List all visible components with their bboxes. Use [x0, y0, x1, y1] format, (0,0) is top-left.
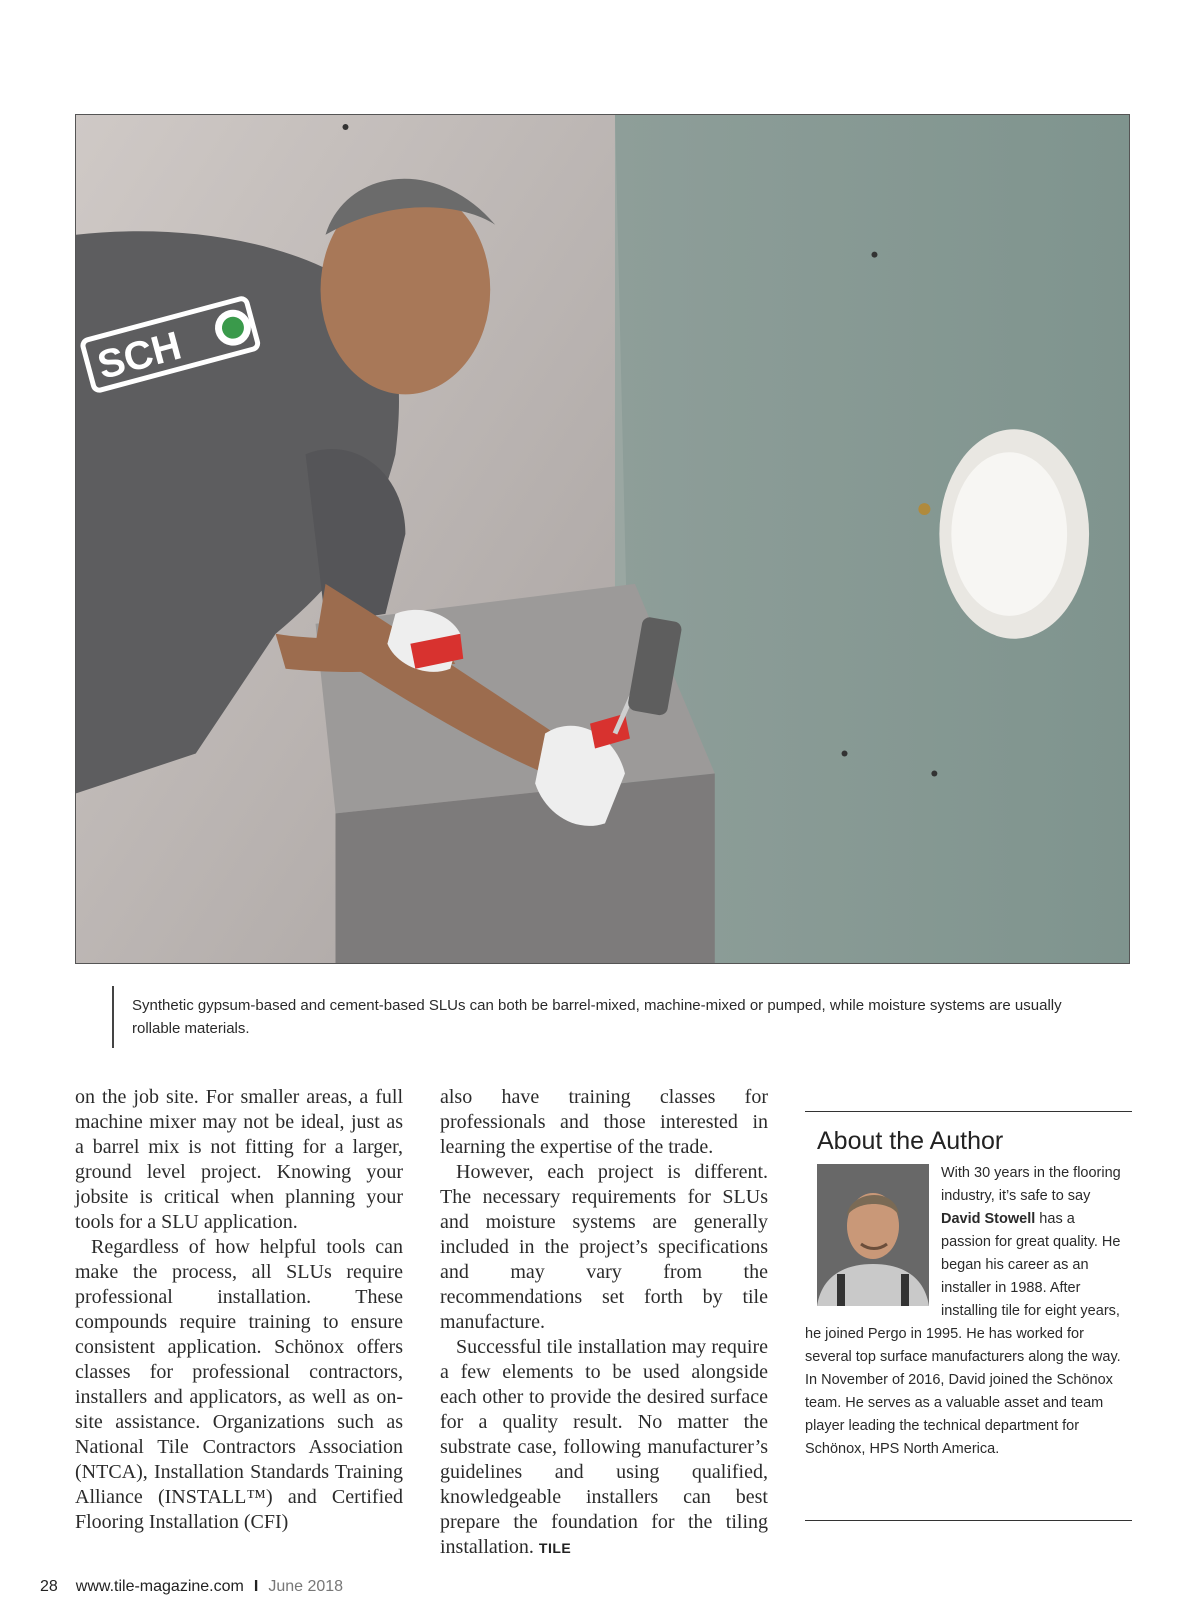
end-mark: TILE: [538, 1540, 572, 1556]
paragraph: [440, 1335, 768, 1561]
paragraph: on the job site. For smaller areas, a full machine mixer may not be ideal, just as a barrel mix is not fitting for a larger, ground level project. Knowing your jobsite is critical when planning your tools for a SLU application.: [75, 1086, 403, 1233]
footer-separator: I: [253, 1578, 259, 1595]
article-column-2: [440, 1085, 768, 1561]
article-photo: [75, 114, 1130, 964]
installer-photo-illustration: [76, 115, 1129, 963]
bio-text: With 30 years in the flooring industry, it’s safe to say: [941, 1165, 1121, 1204]
article-column-1: [75, 1085, 403, 1535]
sidebar-title: About the Author: [817, 1127, 1004, 1155]
website-link[interactable]: www.tile-magazine.com: [75, 1578, 244, 1595]
bio-text: has a passion for great quality. He began his career as an installer in 1988. After installing tile for eight years, he joined Pergo in 1995. He has worked for several top surface manufacturers along the way. In November of 2016, David joined the Schönox team. He serves as a valuable asset and team player leading the technical department for Schönox, HPS North America.: [805, 1211, 1121, 1457]
paragraph: also have training classes for professionals and those interested in learning the expertise of the trade.: [440, 1086, 768, 1158]
paragraph: However, each project is different. The necessary requirements for SLUs and moisture systems are generally included in the project’s specifications and may vary from the recommendations set forth by tile manufacture.: [440, 1161, 768, 1333]
photo-caption: Synthetic gypsum-based and cement-based SLUs can both be barrel-mixed, machine-mixed or pumped, while moisture systems are usually rollable materials.: [112, 986, 1062, 1048]
author-photo: [817, 1164, 929, 1306]
author-name: David Stowell: [941, 1211, 1036, 1227]
issue-date: June 2018: [268, 1578, 344, 1595]
page-number: 28: [40, 1578, 58, 1595]
shirt-logo-text: SCH: [93, 323, 186, 388]
author-portrait: [817, 1164, 929, 1306]
paragraph: Regardless of how helpful tools can make the process, all SLUs require professional installation. These compounds require training to ensure consistent application. Schönox offers classes for professional contractors, installers and applicators, as well as on-site assistance. Organizations such as National Tile Contractors Association (NTCA), Installation Standards Training Alliance (INSTALL™) and Certified Flooring Installation (CFI): [75, 1236, 403, 1533]
paragraph-text: Successful tile installation may require a few elements to be used alongside each other to provide the desired surface for a quality result. No matter the substrate case, following manufacturer’s guidelines and using qualified, knowledgeable installers can best prepare the foundation for the tiling installation.: [440, 1336, 768, 1558]
page-footer: [40, 1578, 343, 1596]
about-the-author-box: [805, 1111, 1132, 1521]
